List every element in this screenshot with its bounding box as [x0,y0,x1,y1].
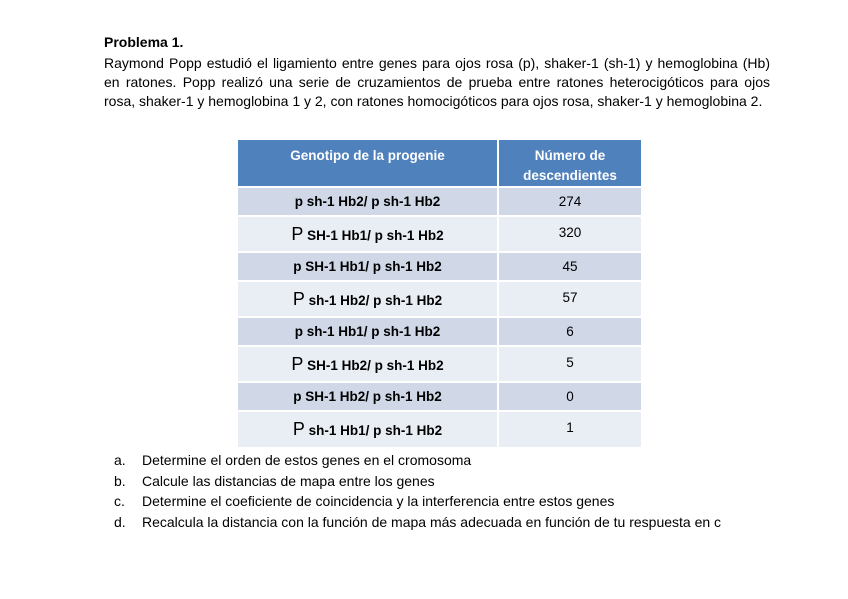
genotype-rest: sh-1 Hb2/ p sh-1 Hb2 [304,292,443,308]
table-row [238,411,641,447]
table-row [238,187,641,216]
count-cell: 274 [498,187,641,216]
questions-list [114,450,754,532]
table-row [238,216,641,252]
count-cell: 6 [498,317,641,346]
genotype-cell [238,216,498,252]
count-cell: 1 [498,411,641,447]
genotype-first-allele: P [291,223,304,244]
list-item [114,450,754,471]
table-row [238,346,641,382]
genotype-first-allele: p [293,389,302,404]
header-count: Número de descendientes [498,140,641,187]
genotype-cell [238,346,498,382]
table-row [238,281,641,317]
count-cell: 57 [498,281,641,317]
genotype-rest: SH-1 Hb2/ p sh-1 Hb2 [303,357,444,373]
list-item [114,512,754,533]
genotype-cell [238,252,498,281]
genotype-rest: SH-1 Hb1/ p sh-1 Hb2 [303,227,444,243]
genotype-rest: SH-1 Hb2/ p sh-1 Hb2 [301,389,442,404]
genotype-first-allele: P [292,288,305,309]
question-text: Recalcula la distancia con la función de mapa más adecuada en función de tu respuesta en c [142,513,722,530]
question-text: Calcule las distancias de mapa entre los genes [142,472,435,489]
question-text: Determine el orden de estos genes en el cromosoma [142,452,472,468]
genotype-first-allele: P [292,419,305,439]
genotype-cell [238,317,498,346]
genotype-rest: sh-1 Hb1/ p sh-1 Hb2 [302,324,441,339]
genotype-cell [238,187,498,216]
count-cell: 0 [498,382,641,411]
count-cell: 45 [498,252,641,281]
list-item [114,491,754,512]
question-letter: d. [114,513,126,530]
genotype-first-allele: p [293,259,302,274]
genotype-first-allele: P [291,353,304,374]
header-genotype: Genotipo de la progenie [238,140,498,187]
list-item [114,471,754,492]
problem-title: Problema 1. [104,34,184,50]
problem-intro: Raymond Popp estudió el ligamiento entre genes para ojos rosa (p), shaker-1 (sh-1) y hemoglobina (Hb) en ratones. Popp realizó una serie de cruzamientos de prueba entre ratones heterocigóticos para ojos rosa, shaker-1 y hemoglobina 1 y 2, con ratones homocigóticos para ojos rosa, shaker-1 y hemoglobina 2. [104,55,770,109]
count-cell: 320 [498,216,641,252]
table-row [238,317,641,346]
genotype-cell [238,382,498,411]
count-cell: 5 [498,346,641,382]
question-letter: a. [114,452,126,468]
table-row [238,382,641,411]
progeny-table [238,140,641,447]
genotype-cell [238,411,498,447]
genotype-first-allele: p [294,324,303,339]
genotype-rest: sh-1 Hb2/ p sh-1 Hb2 [302,194,441,209]
genotype-first-allele: p [294,194,303,209]
genotype-rest: SH-1 Hb1/ p sh-1 Hb2 [301,259,442,274]
question-letter: c. [114,493,125,509]
table-header-row [238,140,641,187]
genotype-rest: sh-1 Hb1/ p sh-1 Hb2 [304,423,443,438]
question-text: Determine el coeficiente de coincidencia y la interferencia entre estos genes [142,493,615,509]
genotype-cell [238,281,498,317]
question-letter: b. [114,472,126,489]
table-row [238,252,641,281]
